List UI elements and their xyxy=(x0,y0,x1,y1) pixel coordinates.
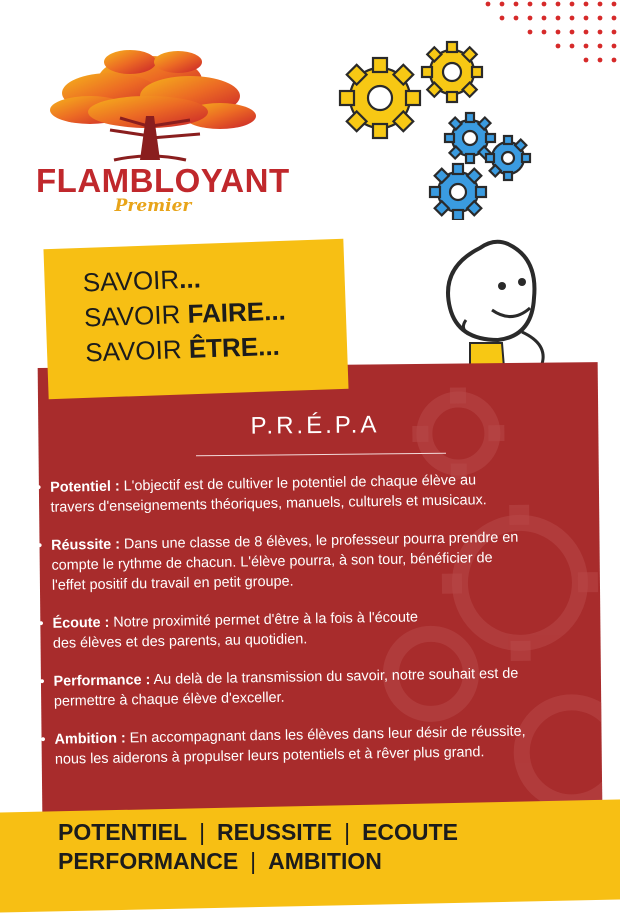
list-item xyxy=(39,663,580,712)
list-item xyxy=(38,605,579,654)
list-item xyxy=(37,527,578,596)
item-heading: Ambition : xyxy=(54,730,126,748)
separator: | xyxy=(344,819,351,845)
tagline-line2: SAVOIR xyxy=(83,298,189,333)
brand-subtitle: Premier xyxy=(114,196,192,216)
feature-list xyxy=(36,469,581,788)
item-text-line2: permettre à chaque élève d'exceller. xyxy=(53,689,285,710)
bullet-icon: • xyxy=(38,615,44,632)
tagline-line1-dots: ... xyxy=(178,263,202,295)
separator: | xyxy=(250,848,257,874)
item-text: En accompagnant dans les élèves dans leur désir de réussite, xyxy=(125,723,526,747)
tagline-line3: SAVOIR xyxy=(84,333,190,368)
tagline-line2-bold: FAIRE... xyxy=(187,295,287,329)
item-text-line2: compte le rythme de chacun. L'élève pourra, à son tour, bénéficier de xyxy=(51,550,493,574)
item-text: Dans une classe de 8 élèves, le professeur pourra prendre en xyxy=(119,529,519,553)
item-heading: Réussite : xyxy=(51,536,121,554)
item-text-line2: nous les aiderons à propulser leurs potentiels et à rêver plus grand. xyxy=(54,744,485,768)
item-heading: Écoute : xyxy=(52,614,110,632)
separator: | xyxy=(199,819,206,845)
value-ambition: AMBITION xyxy=(268,848,382,874)
list-item xyxy=(40,721,581,770)
gears-illustration xyxy=(330,20,540,220)
list-item xyxy=(36,469,577,518)
item-text-line2: des élèves et des parents, au quotidien. xyxy=(52,631,308,652)
item-text-line3: l'effet positif du travail en petit groupe. xyxy=(51,573,294,594)
bullet-icon: • xyxy=(40,731,46,748)
item-text-line2: travers d'enseignements théoriques, manuels, culturels et musicaux. xyxy=(50,492,487,516)
item-heading: Performance : xyxy=(53,672,151,690)
values-band xyxy=(58,818,578,876)
item-heading: Potentiel : xyxy=(50,478,120,496)
bullet-icon: • xyxy=(37,537,43,554)
tagline-line3-bold: ÊTRE... xyxy=(188,330,281,364)
brand-name: FLAMBLOYANT xyxy=(36,162,290,199)
card-title: P.R.É.P.A xyxy=(250,411,380,440)
value-potentiel: POTENTIEL xyxy=(58,819,188,845)
value-performance: PERFORMANCE xyxy=(58,848,239,874)
item-text: Notre proximité permet d'être à la fois à l'écoute xyxy=(109,609,419,631)
tagline-line1: SAVOIR xyxy=(82,264,180,298)
item-text: L'objectif est de cultiver le potentiel de chaque élève au xyxy=(119,472,477,495)
value-reussite: REUSSITE xyxy=(217,819,333,845)
item-text: Au delà de la transmission du savoir, notre souhait est de xyxy=(150,665,519,689)
value-ecoute: ECOUTE xyxy=(362,819,458,845)
bullet-icon: • xyxy=(36,479,42,496)
tagline xyxy=(82,259,287,371)
bullet-icon: • xyxy=(39,673,45,690)
